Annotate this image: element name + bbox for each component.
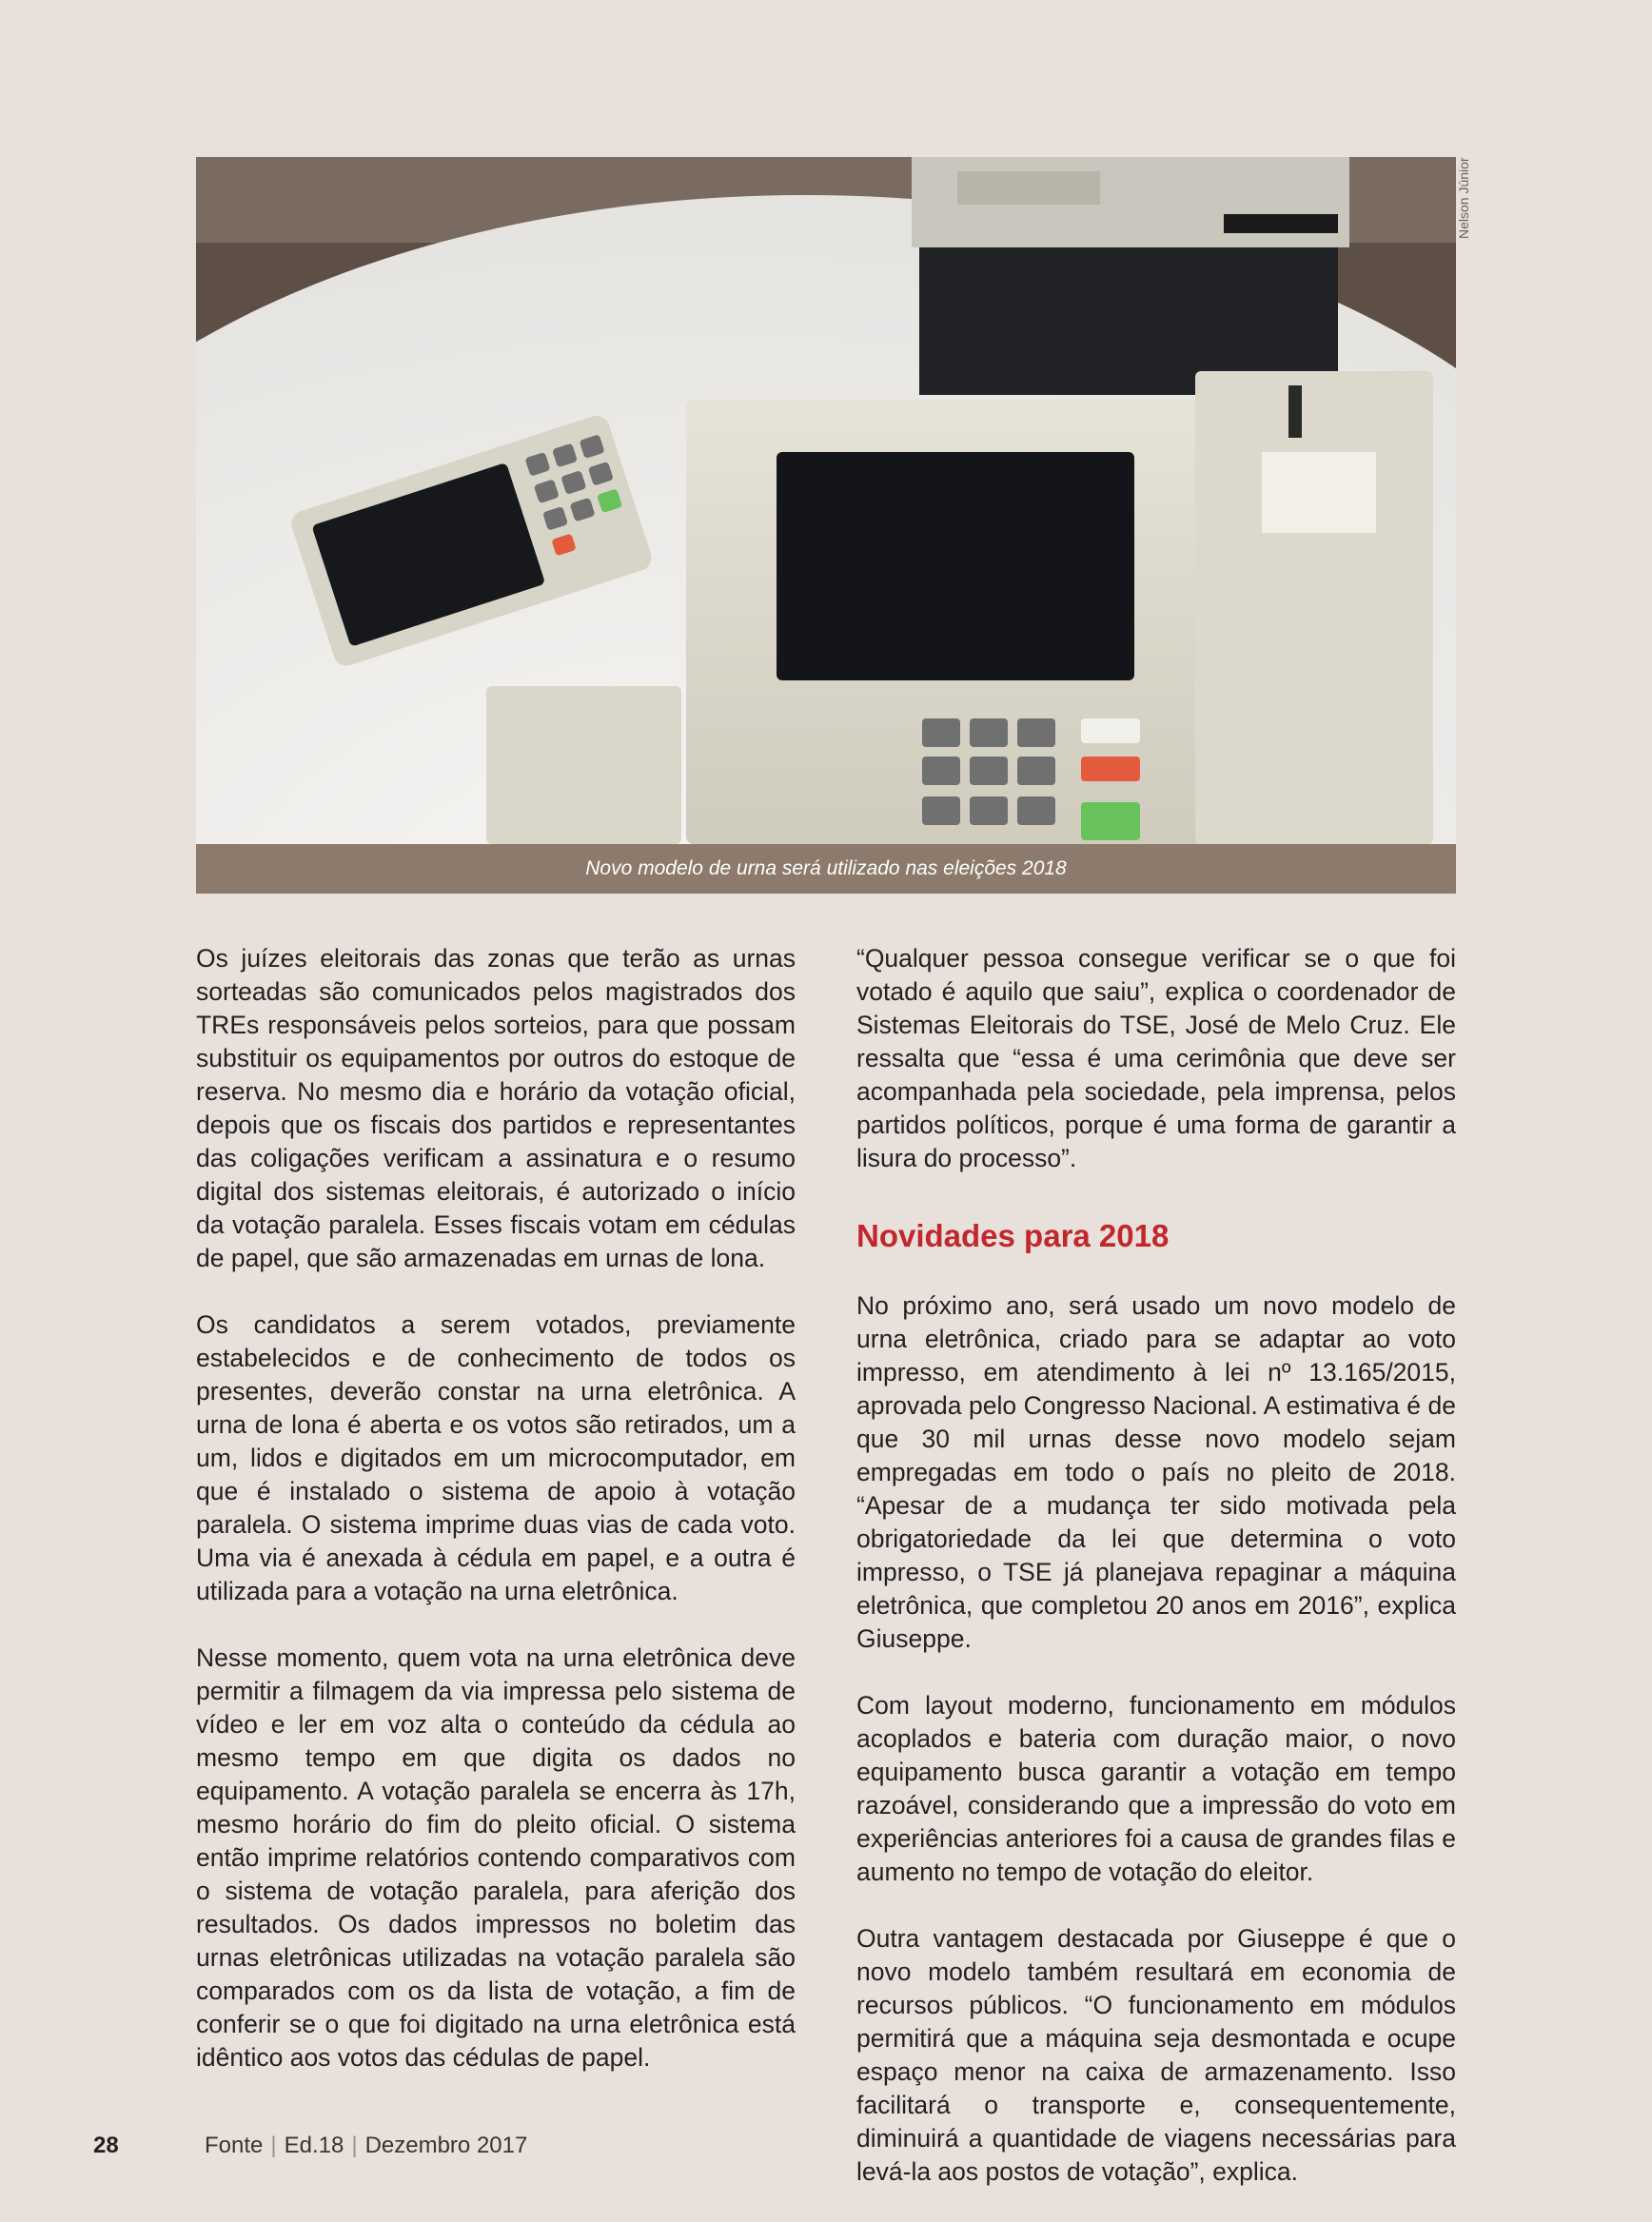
page-number: 28 [93,2133,119,2158]
paragraph: Os candidatos a serem votados, previamente estabelecidos e de conhecimento de todos os presentes, deverão constar na urna eletrônica. A urna de lona é aberta e os votos são retirados, um a um, lidos e digitados em um microcomputador, em que é instalado o sistema de apoio à votação paralela. O sistema imprime duas vias de cada voto. Uma via é anexada à cédula em papel, e a outra é utilizada para a votação na urna eletrônica. [196,1310,796,1605]
paragraph: Nesse momento, quem vota na urna eletrônica deve permitir a filmagem da via impressa pelo sistema de vídeo e ler em voz alta o conteúdo da cédula ao mesmo tempo em que digita os dados no equipamento. A votação paralela se encerra às 17h, mesmo horário do fim do pleito oficial. O sistema então imprime relatórios contendo comparativos com o sistema de votação paralela, para aferição dos resultados. Os dados impressos no boletim das urnas eletrônicas utilizadas na votação paralela são comparados com os da lista de votação, a fim de conferir se o que foi digitado na urna eletrônica está idêntico aos votos das cédulas de papel. [196,1643,796,2072]
edition: Ed.18 [284,2133,344,2158]
right-column [856,942,1456,2222]
section-heading: Novidades para 2018 [856,1218,1170,1253]
paragraph: No próximo ano, será usado um novo modelo de urna eletrônica, criado para se adaptar ao voto impresso, em atendimento à lei nº 13.165/2015, aprovada pelo Congresso Nacional. A estimativa é de que 30 mil urnas desse novo modelo sejam empregadas em todo o país no pleito de 2018. “Apesar de a mudança ter sido motivada pela obrigatoriedade da lei que determina o voto impresso, o TSE já planejava repaginar a máquina eletrônica, que completou 20 anos em 2016”, explica Giuseppe. [856,1291,1456,1653]
publication-name: Fonte [205,2133,264,2158]
issue-date: Dezembro 2017 [364,2133,528,2158]
paragraph: Outra vantagem destacada por Giuseppe é que o novo modelo também resultará em economia de recursos públicos. “O funcionamento em módulos permitirá que a máquina seja desmontada e ocupe espaço menor na caixa de armazenamento. Isso facilitará o transporte e, consequentemente, diminuirá a quantidade de viagens necessárias para levá-la aos postos de votação”, explica. [856,1924,1456,2186]
quote-paragraph: “Qualquer pessoa consegue verificar se o que foi votado é aquilo que saiu”, explica o coordenador de Sistemas Eleitorais do TSE, José de Melo Cruz. Ele ressalta que “essa é uma cerimônia que deve ser acompanhada pela sociedade, pela imprensa, pelos partidos políticos, porque é uma forma de garantir a lisura do processo”. [856,944,1456,1172]
left-column [196,942,796,2108]
separator: | [351,2133,358,2158]
paragraph: Com layout moderno, funcionamento em módulos acoplados e bateria com duração maior, o novo equipamento busca garantir a votação em tempo razoável, considerando que a impressão do voto em experiências anteriores foi a causa de grandes filas e aumento no tempo de votação do eleitor. [856,1691,1456,1886]
photo-caption: Novo modelo de urna será utilizado nas eleições 2018 [196,844,1456,894]
photo-credit: Nelson Júnior [1456,157,1471,239]
voting-machine-illustration [196,157,1456,844]
paragraph: Os juízes eleitorais das zonas que terão as urnas sorteadas são comunicados pelos magistrados dos TREs responsáveis pelos sorteios, para que possam substituir os equipamentos por outros do estoque de reserva. No mesmo dia e horário da votação oficial, depois que os fiscais dos partidos e representantes das coligações verificam a assinatura e o resumo digital dos sistemas eleitorais, é autorizado o início da votação paralela. Esses fiscais votam em cédulas de papel, que são armazenadas em urnas de lona. [196,944,796,1272]
voting-machine-photo [196,157,1456,844]
publication-info [205,2132,527,2160]
separator: | [270,2133,277,2158]
